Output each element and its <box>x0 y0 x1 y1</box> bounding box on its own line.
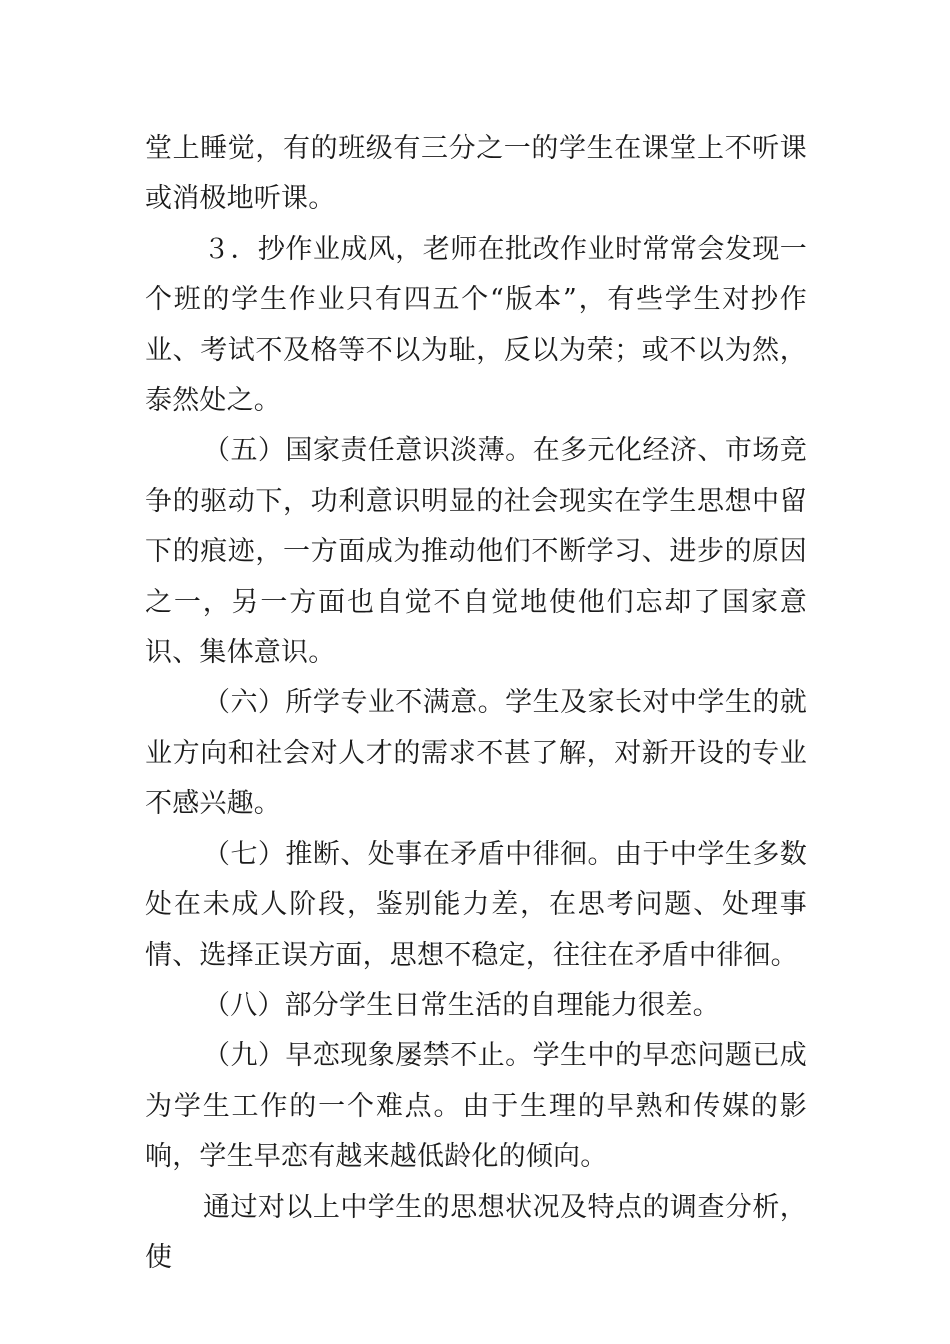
paragraph-section-8: （八）部分学生日常生活的自理能力很差。 <box>203 989 720 1021</box>
paragraph-section-9: （九）早恋现象屡禁不止。学生中的早恋问题已成为学生工作的一个难点。由于生理的早熟和传媒的影响，学生早恋有越来越低龄化的倾向。 <box>145 1040 807 1173</box>
document-body <box>145 124 807 1283</box>
paragraph-continuation: 堂上睡觉，有的班级有三分之一的学生在课堂上不听课或消极地听课。 <box>145 133 807 215</box>
paragraph-item-3: ３．抄作业成风，老师在批改作业时常常会发现一个班的学生作业只有四五个“版本”，有些学生对抄作业、考试不及格等不以为耻，反以为荣；或不以为然，泰然处之。 <box>145 233 807 417</box>
paragraph-conclusion: 通过对以上中学生的思想状况及特点的调查分析，使 <box>145 1191 807 1273</box>
paragraph-section-5: （五）国家责任意识淡薄。在多元化经济、市场竞争的驱动下，功利意识明显的社会现实在学生思想中留下的痕迹，一方面成为推动他们不断学习、进步的原因之一，另一方面也自觉不自觉地使他们忘却了国家意识、集体意识。 <box>145 435 807 669</box>
paragraph-section-7: （七）推断、处事在矛盾中徘徊。由于中学生多数处在未成人阶段，鉴别能力差，在思考问题、处理事情、选择正误方面，思想不稳定，往往在矛盾中徘徊。 <box>145 838 807 971</box>
paragraph-section-6: （六）所学专业不满意。学生及家长对中学生的就业方向和社会对人才的需求不甚了解，对新开设的专业不感兴趣。 <box>145 687 807 820</box>
